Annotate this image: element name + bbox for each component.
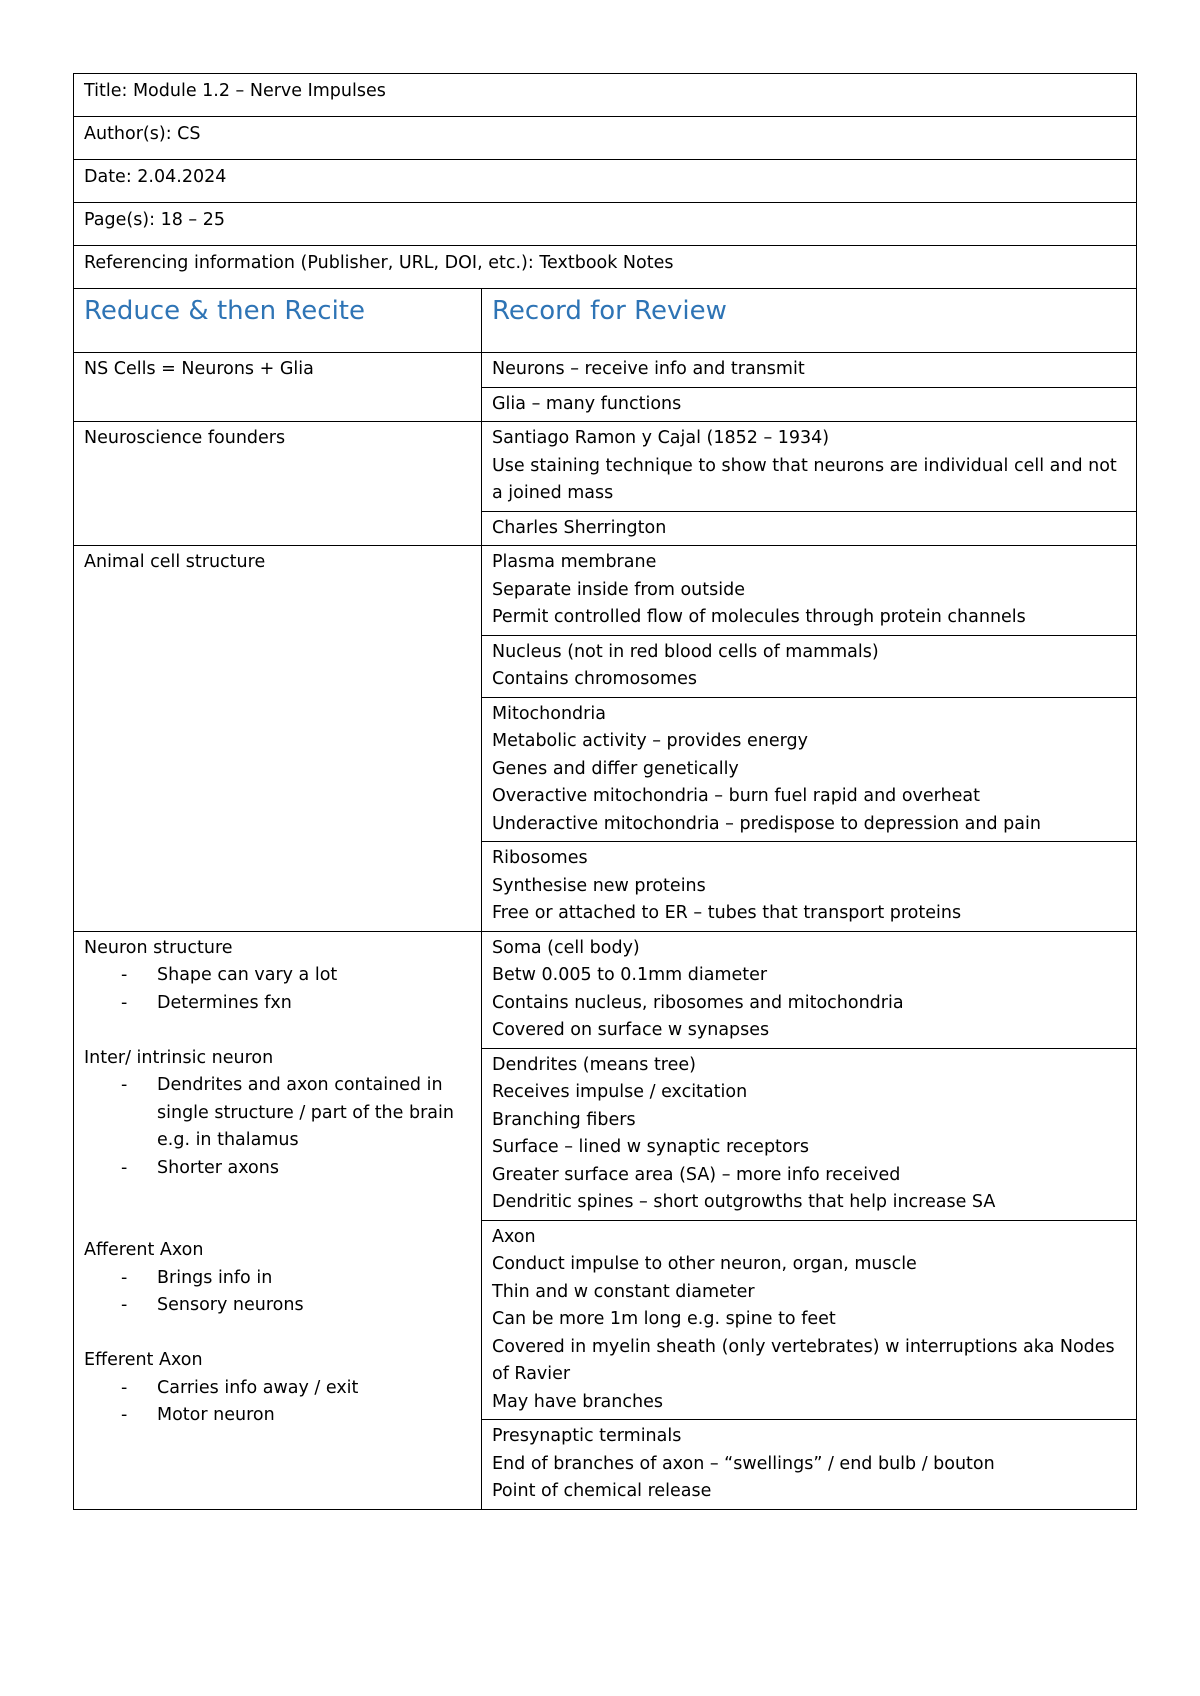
note-line: Separate inside from outside <box>492 579 745 600</box>
note-mitochondria <box>482 697 1137 842</box>
note-line: Free or attached to ER – tubes that transport proteins <box>492 903 962 923</box>
author-cell: Author(s): CS <box>74 117 1137 160</box>
cue-list <box>84 1375 471 1430</box>
note-line: Branching fibers <box>492 1109 636 1130</box>
note-line: Betw 0.005 to 0.1mm diameter <box>492 965 768 985</box>
note-line: Nucleus (not in red blood cells of mammals) <box>492 641 879 662</box>
note-line: Synthesise new proteins <box>492 875 706 896</box>
note-line: Receives impulse / excitation <box>492 1082 748 1102</box>
cue-heading: Afferent Axon <box>84 1240 204 1260</box>
note-glia: Glia – many functions <box>482 387 1137 422</box>
cue-list-item: - Determines fxn <box>84 990 471 1018</box>
note-line: Metabolic activity – provides energy <box>492 731 808 751</box>
note-dendrites <box>482 1048 1137 1220</box>
note-line: Ribosomes <box>492 848 588 868</box>
header-row <box>74 289 1137 353</box>
note-neurons: Neurons – receive info and transmit <box>482 353 1137 388</box>
notes-page <box>73 73 1137 1510</box>
note-line: Plasma membrane <box>492 552 657 572</box>
note-nucleus <box>482 635 1137 697</box>
note-line: Underactive mitochondria – predispose to depression and pain <box>492 813 1041 834</box>
cue-list <box>84 1265 471 1320</box>
note-line: Santiago Ramon y Cajal (1852 – 1934) <box>492 428 830 448</box>
note-line: Covered on surface w synapses <box>492 1020 770 1040</box>
cue-heading: Neuron structure <box>84 937 233 958</box>
note-line: End of branches of axon – “swellings” / end bulb / bouton <box>492 1453 995 1474</box>
note-line: Dendritic spines – short outgrowths that help increase SA <box>492 1192 996 1212</box>
note-line: Thin and w constant diameter <box>492 1281 755 1302</box>
note-sherrington: Charles Sherrington <box>482 511 1137 546</box>
pages-cell: Page(s): 18 – 25 <box>74 203 1137 246</box>
note-axon <box>482 1220 1137 1420</box>
title-cell: Title: Module 1.2 – Nerve Impulses <box>74 74 1137 117</box>
note-line: Presynaptic terminals <box>492 1426 682 1446</box>
row-plasma <box>74 546 1137 636</box>
note-line: Can be more 1m long e.g. spine to feet <box>492 1309 836 1329</box>
reference-cell: Referencing information (Publisher, URL, DOI, etc.): Textbook Notes <box>74 246 1137 289</box>
cue-ns-cells: NS Cells = Neurons + Glia <box>74 353 482 422</box>
cue-list <box>84 962 471 1017</box>
note-plasma <box>482 546 1137 636</box>
cue-heading: Efferent Axon <box>84 1350 203 1370</box>
meta-row-title <box>74 74 1137 117</box>
cue-list-item: - Motor neuron <box>84 1402 471 1430</box>
meta-row-date <box>74 160 1137 203</box>
cue-list-item: - Sensory neurons <box>84 1292 471 1320</box>
header-record-review: Record for Review <box>482 289 1137 353</box>
note-line: Dendrites (means tree) <box>492 1054 696 1075</box>
date-cell: Date: 2.04.2024 <box>74 160 1137 203</box>
note-line: Conduct impulse to other neuron, organ, muscle <box>492 1254 917 1274</box>
notes-table <box>73 73 1137 1510</box>
note-line: Overactive mitochondria – burn fuel rapid and overheat <box>492 786 980 806</box>
note-line: Genes and differ genetically <box>492 758 739 779</box>
meta-row-author <box>74 117 1137 160</box>
note-line: Contains nucleus, ribosomes and mitochondria <box>492 992 904 1013</box>
meta-row-reference <box>74 246 1137 289</box>
row-soma <box>74 931 1137 1048</box>
note-line: Soma (cell body) <box>492 937 640 958</box>
row-cajal <box>74 422 1137 512</box>
note-line: Contains chromosomes <box>492 669 697 689</box>
spacer <box>84 1182 471 1210</box>
note-line: Use staining technique to show that neurons are individual cell and not a joined mass <box>492 455 1117 503</box>
note-line: Point of chemical release <box>492 1481 712 1501</box>
note-line: Mitochondria <box>492 703 606 724</box>
note-soma <box>482 931 1137 1048</box>
cue-list-item: - Brings info in <box>84 1265 471 1293</box>
note-cajal <box>482 422 1137 512</box>
note-ribosomes <box>482 842 1137 932</box>
cue-heading: Inter/ intrinsic neuron <box>84 1047 274 1068</box>
row-neurons <box>74 353 1137 388</box>
cue-list-item: - Shorter axons <box>84 1155 471 1183</box>
note-presynaptic <box>482 1420 1137 1510</box>
spacer <box>84 1017 471 1045</box>
cue-list-item: - Dendrites and axon contained in single structure / part of the brain e.g. in thalamus <box>84 1072 471 1155</box>
cue-founders: Neuroscience founders <box>74 422 482 546</box>
cue-neuron-structure <box>74 931 482 1509</box>
note-line: Axon <box>492 1226 536 1247</box>
note-line: Covered in myelin sheath (only vertebrates) w interruptions aka Nodes of Ravier <box>492 1336 1115 1384</box>
cue-list-item: - Shape can vary a lot <box>84 962 471 990</box>
note-line: Permit controlled flow of molecules through protein channels <box>492 607 1026 627</box>
spacer <box>84 1210 471 1238</box>
meta-row-pages <box>74 203 1137 246</box>
cue-list-item: - Carries info away / exit <box>84 1375 471 1403</box>
header-reduce-recite: Reduce & then Recite <box>74 289 482 353</box>
cue-animal-cell: Animal cell structure <box>74 546 482 932</box>
note-line: Surface – lined w synaptic receptors <box>492 1137 809 1157</box>
note-line: May have branches <box>492 1391 663 1412</box>
note-line: Greater surface area (SA) – more info received <box>492 1164 901 1185</box>
cue-list <box>84 1072 471 1182</box>
spacer <box>84 1320 471 1348</box>
